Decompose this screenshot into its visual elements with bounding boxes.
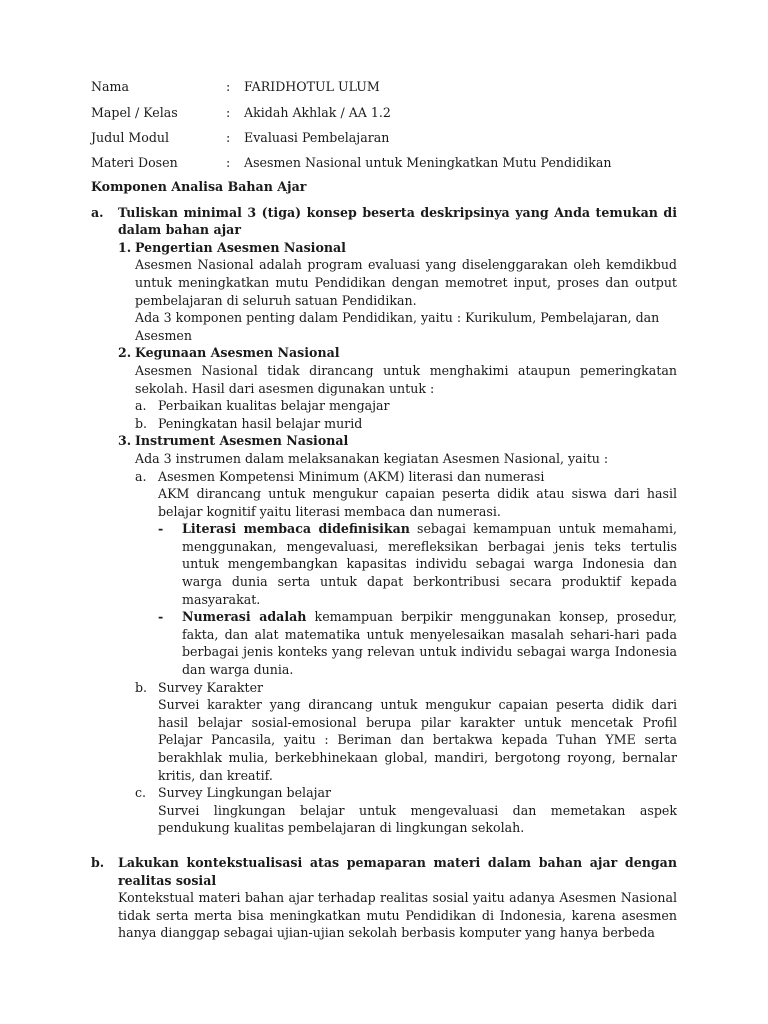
list-item <box>135 397 677 415</box>
header-label: Materi Dosen <box>91 155 178 170</box>
header-value: Akidah Akhlak / AA 1.2 <box>244 105 391 120</box>
sub-item-c <box>135 784 677 837</box>
header-value: Evaluasi Pembelajaran <box>244 130 390 145</box>
item-content <box>135 432 677 837</box>
bullet-text <box>182 608 677 678</box>
header-row-materi <box>91 154 691 174</box>
bullet-bold-term: Numerasi adalah <box>182 609 307 625</box>
question-text: Lakukan kontekstualisasi atas pemaparan materi dalam bahan ajar dengan realitas sosial <box>118 854 677 888</box>
sub-item-b <box>135 679 677 785</box>
header-value: Asesmen Nasional untuk Meningkatkan Mutu Pendidikan <box>244 155 612 170</box>
item-paragraph: Ada 3 komponen penting dalam Pendidikan, yaitu : Kurikulum, Pembelajaran, dan Asesmen <box>135 310 660 343</box>
bullet-text <box>182 520 677 608</box>
header-colon: : <box>226 79 231 94</box>
question-content <box>118 854 677 942</box>
question-letter: a. <box>91 204 104 220</box>
header-label: Judul Modul <box>91 130 170 145</box>
header-row-mapel <box>91 104 691 124</box>
item-paragraph: Asesmen Nasional tidak dirancang untuk menghakimi ataupun pemeringkatan sekolah. Hasil dari asesmen digunakan untuk : <box>135 362 677 396</box>
sub-letter: a. <box>135 468 147 484</box>
header-colon: : <box>226 155 231 170</box>
question-letter: b. <box>91 854 105 870</box>
numbered-item-2 <box>118 344 677 432</box>
item-number: 1. <box>118 239 132 255</box>
sub-title: Survey Lingkungan belajar <box>158 785 332 801</box>
question-content <box>118 204 677 837</box>
sub-description: Survei lingkungan belajar untuk mengevaluasi dan memetakan aspek pendukung kualitas pembelajaran di lingkungan sekolah. <box>158 802 677 836</box>
question-a <box>91 204 677 837</box>
item-paragraph: Asesmen Nasional adalah program evaluasi yang diselenggarakan oleh kemdikbud untuk meningkatkan mutu Pendidikan dengan memotret input, proses dan output pembelajaran di seluruh satuan Pendidikan. <box>135 257 677 308</box>
item-title: Pengertian Asesmen Nasional <box>135 239 346 255</box>
header-colon: : <box>226 105 231 120</box>
sub-title: Asesmen Kompetensi Minimum (AKM) literasi dan numerasi <box>158 468 545 484</box>
bullet-item <box>158 608 677 678</box>
header-row-judul <box>91 129 691 149</box>
sub-letter: b. <box>135 679 148 695</box>
section-title: Komponen Analisa Bahan Ajar <box>91 179 307 194</box>
sub-letter: c. <box>135 785 147 801</box>
header-row-nama <box>91 78 691 98</box>
document-body <box>91 178 677 942</box>
bullet-item <box>158 520 677 608</box>
bullet-dash: - <box>158 609 164 625</box>
header-value: FARIDHOTUL ULUM <box>244 79 380 94</box>
question-b <box>91 854 677 942</box>
bullet-bold-term: Literasi membaca didefinisikan <box>182 521 410 537</box>
list-text: Perbaikan kualitas belajar mengajar <box>158 398 390 414</box>
header-colon: : <box>226 130 231 145</box>
list-text: Peningkatan hasil belajar murid <box>158 415 363 431</box>
item-title: Instrument Asesmen Nasional <box>135 433 349 449</box>
list-letter: a. <box>135 398 147 414</box>
bullet-dash: - <box>158 521 164 537</box>
numbered-item-1 <box>118 239 677 345</box>
numbered-item-3 <box>118 432 677 837</box>
sub-title: Survey Karakter <box>158 679 264 695</box>
sub-content <box>158 784 677 837</box>
list-letter: b. <box>135 415 148 431</box>
sub-item-a <box>135 468 677 679</box>
item-number: 2. <box>118 345 132 361</box>
header-label: Mapel / Kelas <box>91 105 178 120</box>
item-paragraph: Ada 3 instrumen dalam melaksanakan kegiatan Asesmen Nasional, yaitu : <box>135 450 609 466</box>
item-content <box>135 239 677 345</box>
sub-content <box>158 679 677 785</box>
sub-content <box>158 468 677 679</box>
item-number: 3. <box>118 433 132 449</box>
list-item <box>135 415 677 433</box>
sub-description: AKM dirancang untuk mengukur capaian peserta didik atau siswa dari hasil belajar kognitif yaitu literasi membaca dan numerasi. <box>158 486 677 519</box>
spacer <box>91 837 677 854</box>
item-title: Kegunaan Asesmen Nasional <box>135 345 340 361</box>
bullet-rest: kemampuan berpikir menggunakan konsep, prosedur, fakta, dan alat matematika untuk menyelesaikan masalah sehari-hari pada berbagai jenis konteks yang relevan untuk individu sebagai warga Indonesia dan warga dunia. <box>182 609 677 678</box>
header-label: Nama <box>91 79 129 94</box>
question-text: Tuliskan minimal 3 (tiga) konsep beserta deskripsinya yang Anda temukan di dalam bahan ajar <box>118 204 677 238</box>
sub-description: Survei karakter yang dirancang untuk mengukur capaian peserta didik dari hasil belajar sosial-emosional berupa pilar karakter untuk mencetak Profil Pelajar Pancasila, yaitu : Beriman dan bertakwa kepada Tuhan YME serta berakhlak mulia, berkebhinekaan global, mandiri, bergotong royong, bernalar kritis, dan kreatif. <box>158 697 677 783</box>
item-content <box>135 344 677 432</box>
bullet-rest: sebagai kemampuan untuk memahami, menggunakan, mengevaluasi, merefleksikan berbagai jenis teks tertulis untuk mengembangkan kapasitas individu sebagai warga Indonesia dan warga dunia serta untuk dapat berkontribusi secara produktif kepada masyarakat. <box>182 521 677 607</box>
answer-paragraph: Kontekstual materi bahan ajar terhadap realitas sosial yaitu adanya Asesmen Nasional tidak serta merta bisa meningkatkan mutu Pendidikan di Indonesia, karena asesmen hanya dianggap sebagai ujian-ujian sekolah berbasis komputer yang hanya berbeda <box>118 890 677 941</box>
